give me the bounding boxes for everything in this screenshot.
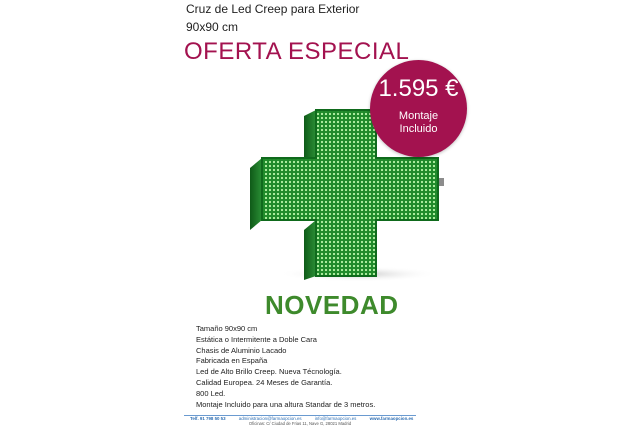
feature-item: Calidad Europea. 24 Meses de Garantía.	[196, 377, 333, 387]
footer-email-info[interactable]: info@farmaopcion.es	[314, 416, 357, 421]
footer-phone: Telf. 91 798 50 53	[190, 416, 226, 421]
feature-item: Fabricada en España	[196, 356, 268, 366]
feature-item: Tamaño 90x90 cm	[196, 324, 258, 333]
feature-item: Montaje Incluido para una altura Standar de 3 metros.	[196, 399, 376, 409]
feature-item: 800 Led.	[196, 388, 226, 398]
footer-address: Oficinas: C/ Ciudad de Frias 11, Nave G, 28021 Madrid	[248, 421, 352, 426]
feature-item: Estática o Intermitente a Doble Cara	[196, 334, 317, 344]
feature-list	[196, 324, 456, 410]
price-note-line1: Montaje	[398, 110, 439, 122]
cross-side-left-arm	[250, 158, 262, 230]
cross-side-bottom-arm	[304, 220, 316, 280]
section-title: NOVEDAD	[265, 290, 399, 320]
product-size: 90x90 cm	[186, 20, 239, 34]
footer-website[interactable]: www.farmaopcion.es	[369, 416, 414, 421]
feature-item: Led de Alto Brillo Creep. Nueva Técnología.	[196, 367, 342, 377]
feature-item: Chasis de Aluminio Lacado	[196, 345, 287, 355]
price-note-line2: Incluido	[399, 123, 438, 135]
footer-email-admin[interactable]: administracion@farmaopcion.es	[238, 416, 302, 421]
offer-title: OFERTA ESPECIAL	[184, 38, 410, 65]
price-amount: 1.595 €	[378, 75, 459, 102]
price-badge	[370, 60, 467, 157]
product-name: Cruz de Led Creep para Exterior	[186, 2, 360, 16]
